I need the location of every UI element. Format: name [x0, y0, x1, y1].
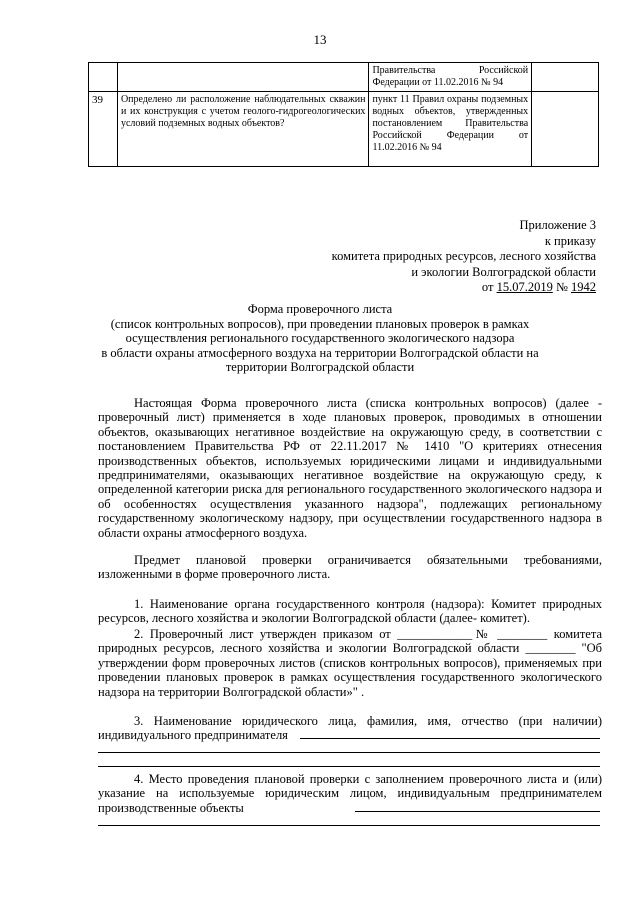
intro-paragraph: Настоящая Форма проверочного листа (списка контрольных вопросов) (далее - проверочный лист) применяется в ходе плановых проверок, проводимых в отношении объектов, оказывающих негативное воздействие на окружающую среду, в соответствии с постановлением Правительства РФ от 22.11.2017 № 1410 "О критериях отнесения производственных объектов, используемых юридическими лицами и индивидуальными предпринимателями, оказывающих негативное воздействие на окружающую среду, к определенной категории риска для регионального государственного экологического надзора и об особенностях осуществления указанного надзора", подлежащих региональному государственному экологическому надзору, при осуществлении государственного надзора в области охраны атмосферного воздуха.: [98, 396, 602, 540]
title-line: территории Волгоградской области: [225, 360, 415, 374]
appendix-block: [256, 218, 596, 296]
title-line: (список контрольных вопросов), при проведении плановых проверок в рамках: [110, 316, 530, 331]
appendix-line: комитета природных ресурсов, лесного хозяйства: [331, 249, 596, 263]
cell-num: [89, 63, 118, 92]
table-row: [89, 63, 599, 92]
fill-line: [98, 825, 600, 826]
fill-line: [300, 738, 600, 739]
appendix-date: 15.07.2019: [496, 280, 553, 294]
table-row: [89, 92, 599, 167]
subject-paragraph: Предмет плановой проверки ограничивается обязательными требованиями, изложенными в форме проверочного листа.: [98, 553, 602, 582]
cell-answer: [532, 63, 599, 92]
appendix-line: к приказу: [544, 233, 596, 248]
title-line: осуществления регионального государственного экологического надзора: [125, 331, 515, 345]
fill-line: [98, 752, 600, 753]
form-title: [90, 302, 550, 375]
fill-line: [355, 811, 600, 812]
title-line: Форма проверочного листа: [247, 302, 393, 316]
appendix-date-line: [256, 280, 596, 296]
cell-question: [117, 63, 368, 92]
cell-question: Определено ли расположение наблюдательных скважин и их конструкция с учетом геолого-гидрогеологических условий подземных водных объектов?: [117, 92, 368, 167]
number-sign: №: [552, 280, 571, 294]
date-prefix: от: [481, 280, 497, 294]
cell-legal: пункт 11 Правил охраны подземных водных объектов, утвержденных постановлением Правительства Российской Федерации от 11.02.2016 № 94: [369, 92, 532, 167]
appendix-number: 1942: [571, 280, 596, 294]
fill-line: [98, 766, 600, 767]
item-4-paragraph: 4. Место проведения плановой проверки с заполнением проверочного листа и (или) указание на используемые юридическим лицом, индивидуальным предпринимателем производственные объекты: [98, 772, 602, 815]
item-3-paragraph: 3. Наименование юридического лица, фамилия, имя, отчество (при наличии) индивидуального предпринимателя: [98, 714, 602, 743]
cell-num: 39: [89, 92, 118, 167]
cell-answer: [532, 92, 599, 167]
item-1-paragraph: 1. Наименование органа государственного контроля (надзора): Комитет природных ресурсов, лесного хозяйства и экологии Волгоградской области (далее- комитет).: [98, 597, 602, 626]
page-number: 13: [313, 32, 327, 47]
appendix-line: и экологии Волгоградской области: [411, 264, 596, 279]
title-line: в области охраны атмосферного воздуха на территории Волгоградской области на: [101, 345, 539, 360]
appendix-line: Приложение 3: [519, 218, 596, 232]
item-2-paragraph: 2. Проверочный лист утвержден приказом от ____________№ ________ комитета природных ресурсов, лесного хозяйства и экологии Волгоградской области ________ "Об утверждении форм проверочных листов (списков контрольных вопросов), применяемых при проведении плановых проверок в рамках осуществления государственного экологического надзора на территории Волгоградской области»" .: [98, 627, 602, 699]
checklist-table: [88, 62, 599, 167]
cell-legal: Правительства Российской Федерации от 11.02.2016 № 94: [369, 63, 532, 92]
